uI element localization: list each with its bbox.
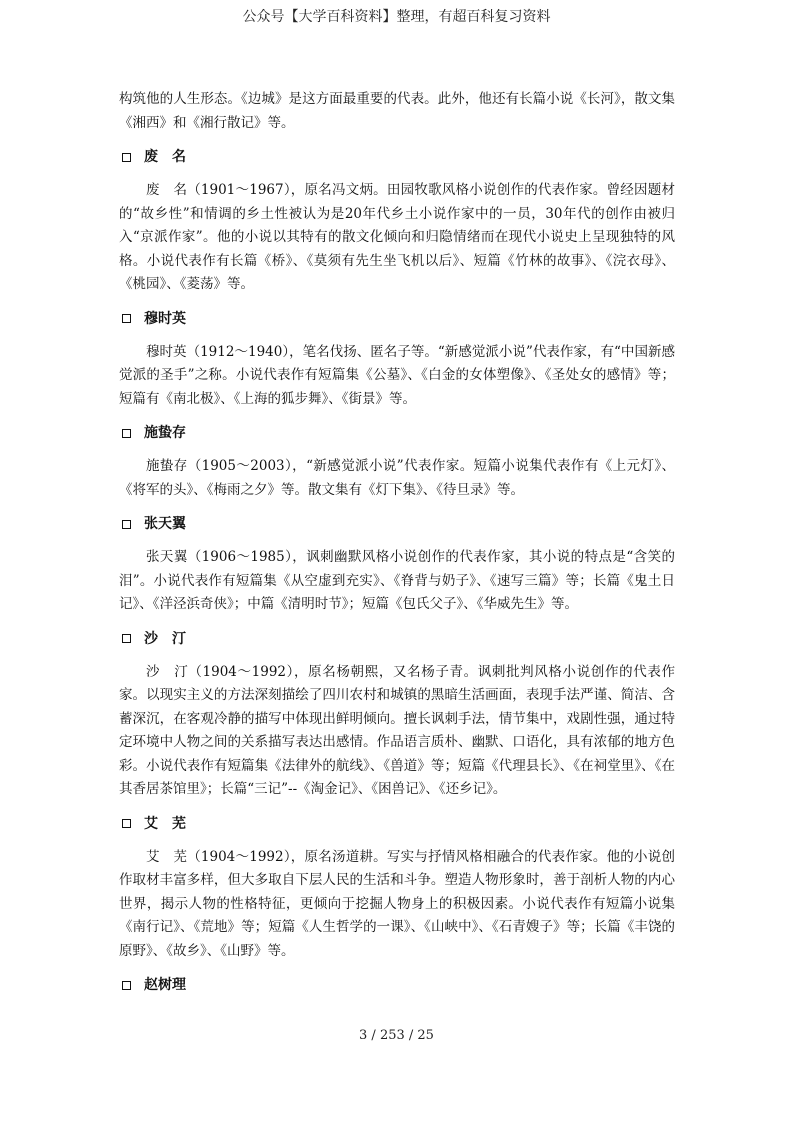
square-bullet-icon [122, 153, 131, 162]
square-bullet-icon [122, 429, 131, 438]
section-heading [119, 422, 675, 444]
section-paragraph: 张天翼（1906～1985），讽刺幽默风格小说创作的代表作家，其小说的特点是“含笑的泪”。小说代表作有短篇集《从空虚到充实》、《脊背与奶子》、《速写三篇》等；长篇《鬼土日记》、《洋泾浜奇侠》；中篇《清明时节》；短篇《包氏父子》、《华威先生》等。 [119, 549, 675, 612]
section-paragraph: 穆时英（1912～1940），笔名伐扬、匿名子等。“新感觉派小说”代表作家，有“中国新感觉派的圣手”之称。小说代表作有短篇集《公墓》、《白金的女体塑像》、《圣处女的感情》等；短篇有《南北极》、《上海的狐步舞》、《街景》等。 [119, 343, 675, 407]
section-paragraph: 艾 芜（1904～1992），原名汤道耕。写实与抒情风格相融合的代表作家。他的小说创作取材丰富多样，但大多取自下层人民的生活和斗争。塑造人物形象时，善于剖析人物的内心世界，揭示人物的性格特征，更倾向于挖掘人物身上的积极因素。小说代表作有短篇小说集《南行记》、《荒地》等；短篇《人生哲学的一课》、《山峡中》、《石青嫂子》等；长篇《丰饶的原野》、《故乡》、《山野》等。 [119, 848, 675, 959]
section-heading [119, 308, 675, 330]
section-title: 张天翼 [144, 516, 186, 532]
square-bullet-icon [122, 314, 131, 323]
section-heading [119, 813, 675, 835]
section-title: 穆时英 [144, 310, 186, 327]
section-title: 沙 汀 [144, 630, 186, 647]
section-heading [119, 628, 675, 650]
section-title: 废 名 [144, 149, 186, 165]
section-heading [119, 974, 675, 996]
square-bullet-icon [122, 520, 131, 529]
document-body [119, 88, 675, 1007]
square-bullet-icon [122, 634, 131, 643]
section-title: 艾 芜 [144, 815, 186, 832]
page-header: 公众号【大学百科资料】整理，有超百科复习资料 [242, 9, 551, 25]
intro-paragraph: 构筑他的人生形态。《边城》是这方面最重要的代表。此外，他还有长篇小说《长河》，散文集《湘西》和《湘行散记》等。 [119, 91, 675, 131]
section-title: 施蛰存 [144, 425, 186, 441]
section-paragraph: 施蛰存（1905～2003），“新感觉派小说”代表作家。短篇小说集代表作有《上元灯》、《将军的头》、《梅雨之夕》等。散文集有《灯下集》、《待旦录》等。 [119, 458, 675, 498]
square-bullet-icon [122, 819, 131, 828]
section-heading [119, 513, 675, 535]
square-bullet-icon [122, 981, 131, 990]
section-heading [119, 146, 675, 168]
section-paragraph: 沙 汀（1904～1992），原名杨朝熙，又名杨子青。讽刺批判风格小说创作的代表作家。以现实主义的方法深刻描绘了四川农村和城镇的黑暗生活画面，表现手法严谨、简洁、含蓄深沉，在客观冷静的描写中体现出鲜明倾向。擅长讽刺手法，情节集中，戏剧性强，通过特定环境中人物之间的关系描写表达出感情。作品语言质朴、幽默、口语化，具有浓郁的地方色彩。小说代表作有短篇集《法律外的航线》、《兽道》等；短篇《代理县长》、《在祠堂里》、《在其香居茶馆里》；长篇“三记”--《淘金记》、《困兽记》、《还乡记》。 [119, 663, 675, 797]
page-number: 3 / 253 / 25 [359, 1028, 434, 1043]
section-title: 赵树理 [144, 977, 186, 993]
section-paragraph: 废 名（1901～1967），原名冯文炳。田园牧歌风格小说创作的代表作家。曾经因题材的“故乡性”和情调的乡土性被认为是20年代乡土小说作家中的一员，30年代的创作由被归入“京派作家”。他的小说以其特有的散文化倾向和归隐情绪而在现代小说史上呈现独特的风格。小说代表作有长篇《桥》、《莫须有先生坐飞机以后》、短篇《竹林的故事》、《浣衣母》、《桃园》、《菱荡》等。 [119, 182, 675, 292]
